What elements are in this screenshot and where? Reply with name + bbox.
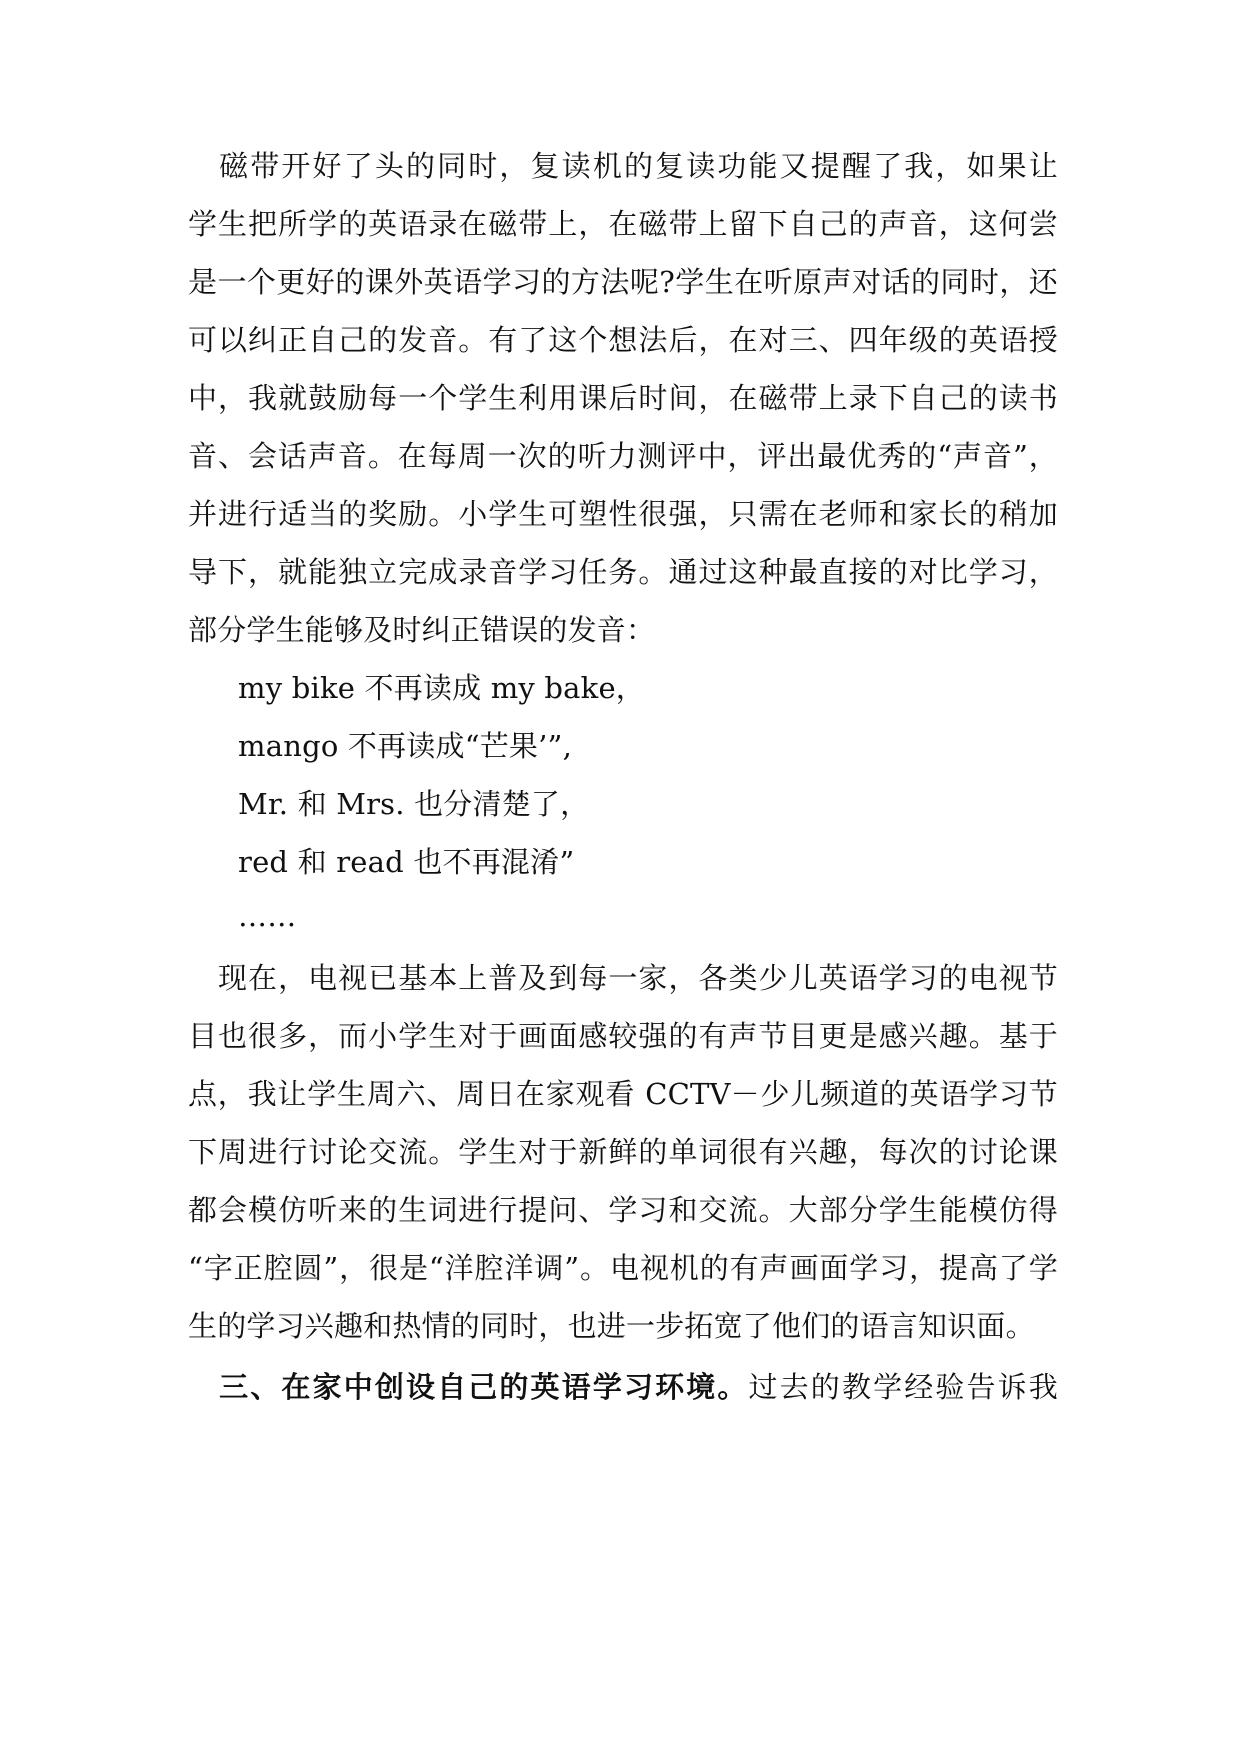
- paragraph-line: 学生把所学的英语录在磁带上，在磁带上留下自己的声音，这何尝: [188, 207, 1058, 241]
- section-heading-line: [188, 1367, 1058, 1407]
- paragraph-line: 并进行适当的奖励。小学生可塑性很强，只需在老师和家长的稍加: [188, 497, 1058, 531]
- paragraph-line: 部分学生能够及时纠正错误的发音：: [188, 613, 656, 647]
- paragraph-line: 生的学习兴趣和热情的同时，也进一步拓宽了他们的语言知识面。: [188, 1309, 1035, 1343]
- paragraph-line: 现在，电视已基本上普及到每一家，各类少儿英语学习的电视节: [188, 961, 1058, 995]
- example-item: my bike 不再读成 my bake，: [238, 671, 645, 705]
- paragraph-line: 中，我就鼓励每一个学生利用课后时间，在磁带上录下自己的读书: [188, 381, 1058, 415]
- example-item: Mr. 和 Mrs. 也分清楚了，: [238, 787, 590, 821]
- section-heading-continuation: 过去的教学经验告诉我: [748, 1370, 1058, 1404]
- paragraph-line: 是一个更好的课外英语学习的方法呢?学生在听原声对话的同时，还: [188, 265, 1058, 299]
- paragraph-line: 可以纠正自己的发音。有了这个想法后，在对三、四年级的英语授: [188, 323, 1058, 357]
- paragraph-line: “字正腔圆”，很是“洋腔洋调”。电视机的有声画面学习，提高了学: [188, 1251, 1058, 1285]
- paragraph-line: 点，我让学生周六、周日在家观看 CCTV－少儿频道的英语学习节: [188, 1077, 1058, 1111]
- paragraph-line: 都会模仿听来的生词进行提问、学习和交流。大部分学生能模仿得: [188, 1193, 1058, 1227]
- paragraph-line: 导下，就能独立完成录音学习任务。通过这种最直接的对比学习，: [188, 555, 1058, 589]
- ellipsis: ……: [238, 899, 297, 933]
- paragraph-line: 磁带开好了头的同时，复读机的复读功能又提醒了我，如果让: [188, 149, 1058, 183]
- paragraph-line: 下周进行讨论交流。学生对于新鲜的单词很有兴趣，每次的讨论课: [188, 1135, 1058, 1169]
- section-heading: 三、在家中创设自己的英语学习环境。: [188, 1370, 749, 1404]
- paragraph-line: 音、会话声音。在每周一次的听力测评中，评出最优秀的“声音”，: [188, 439, 1058, 473]
- paragraph-line: 目也很多，而小学生对于画面感较强的有声节目更是感兴趣。基于: [188, 1019, 1058, 1053]
- example-item: red 和 read 也不再混淆”: [238, 845, 575, 879]
- example-item: mango 不再读成“芒果’”,: [238, 729, 572, 763]
